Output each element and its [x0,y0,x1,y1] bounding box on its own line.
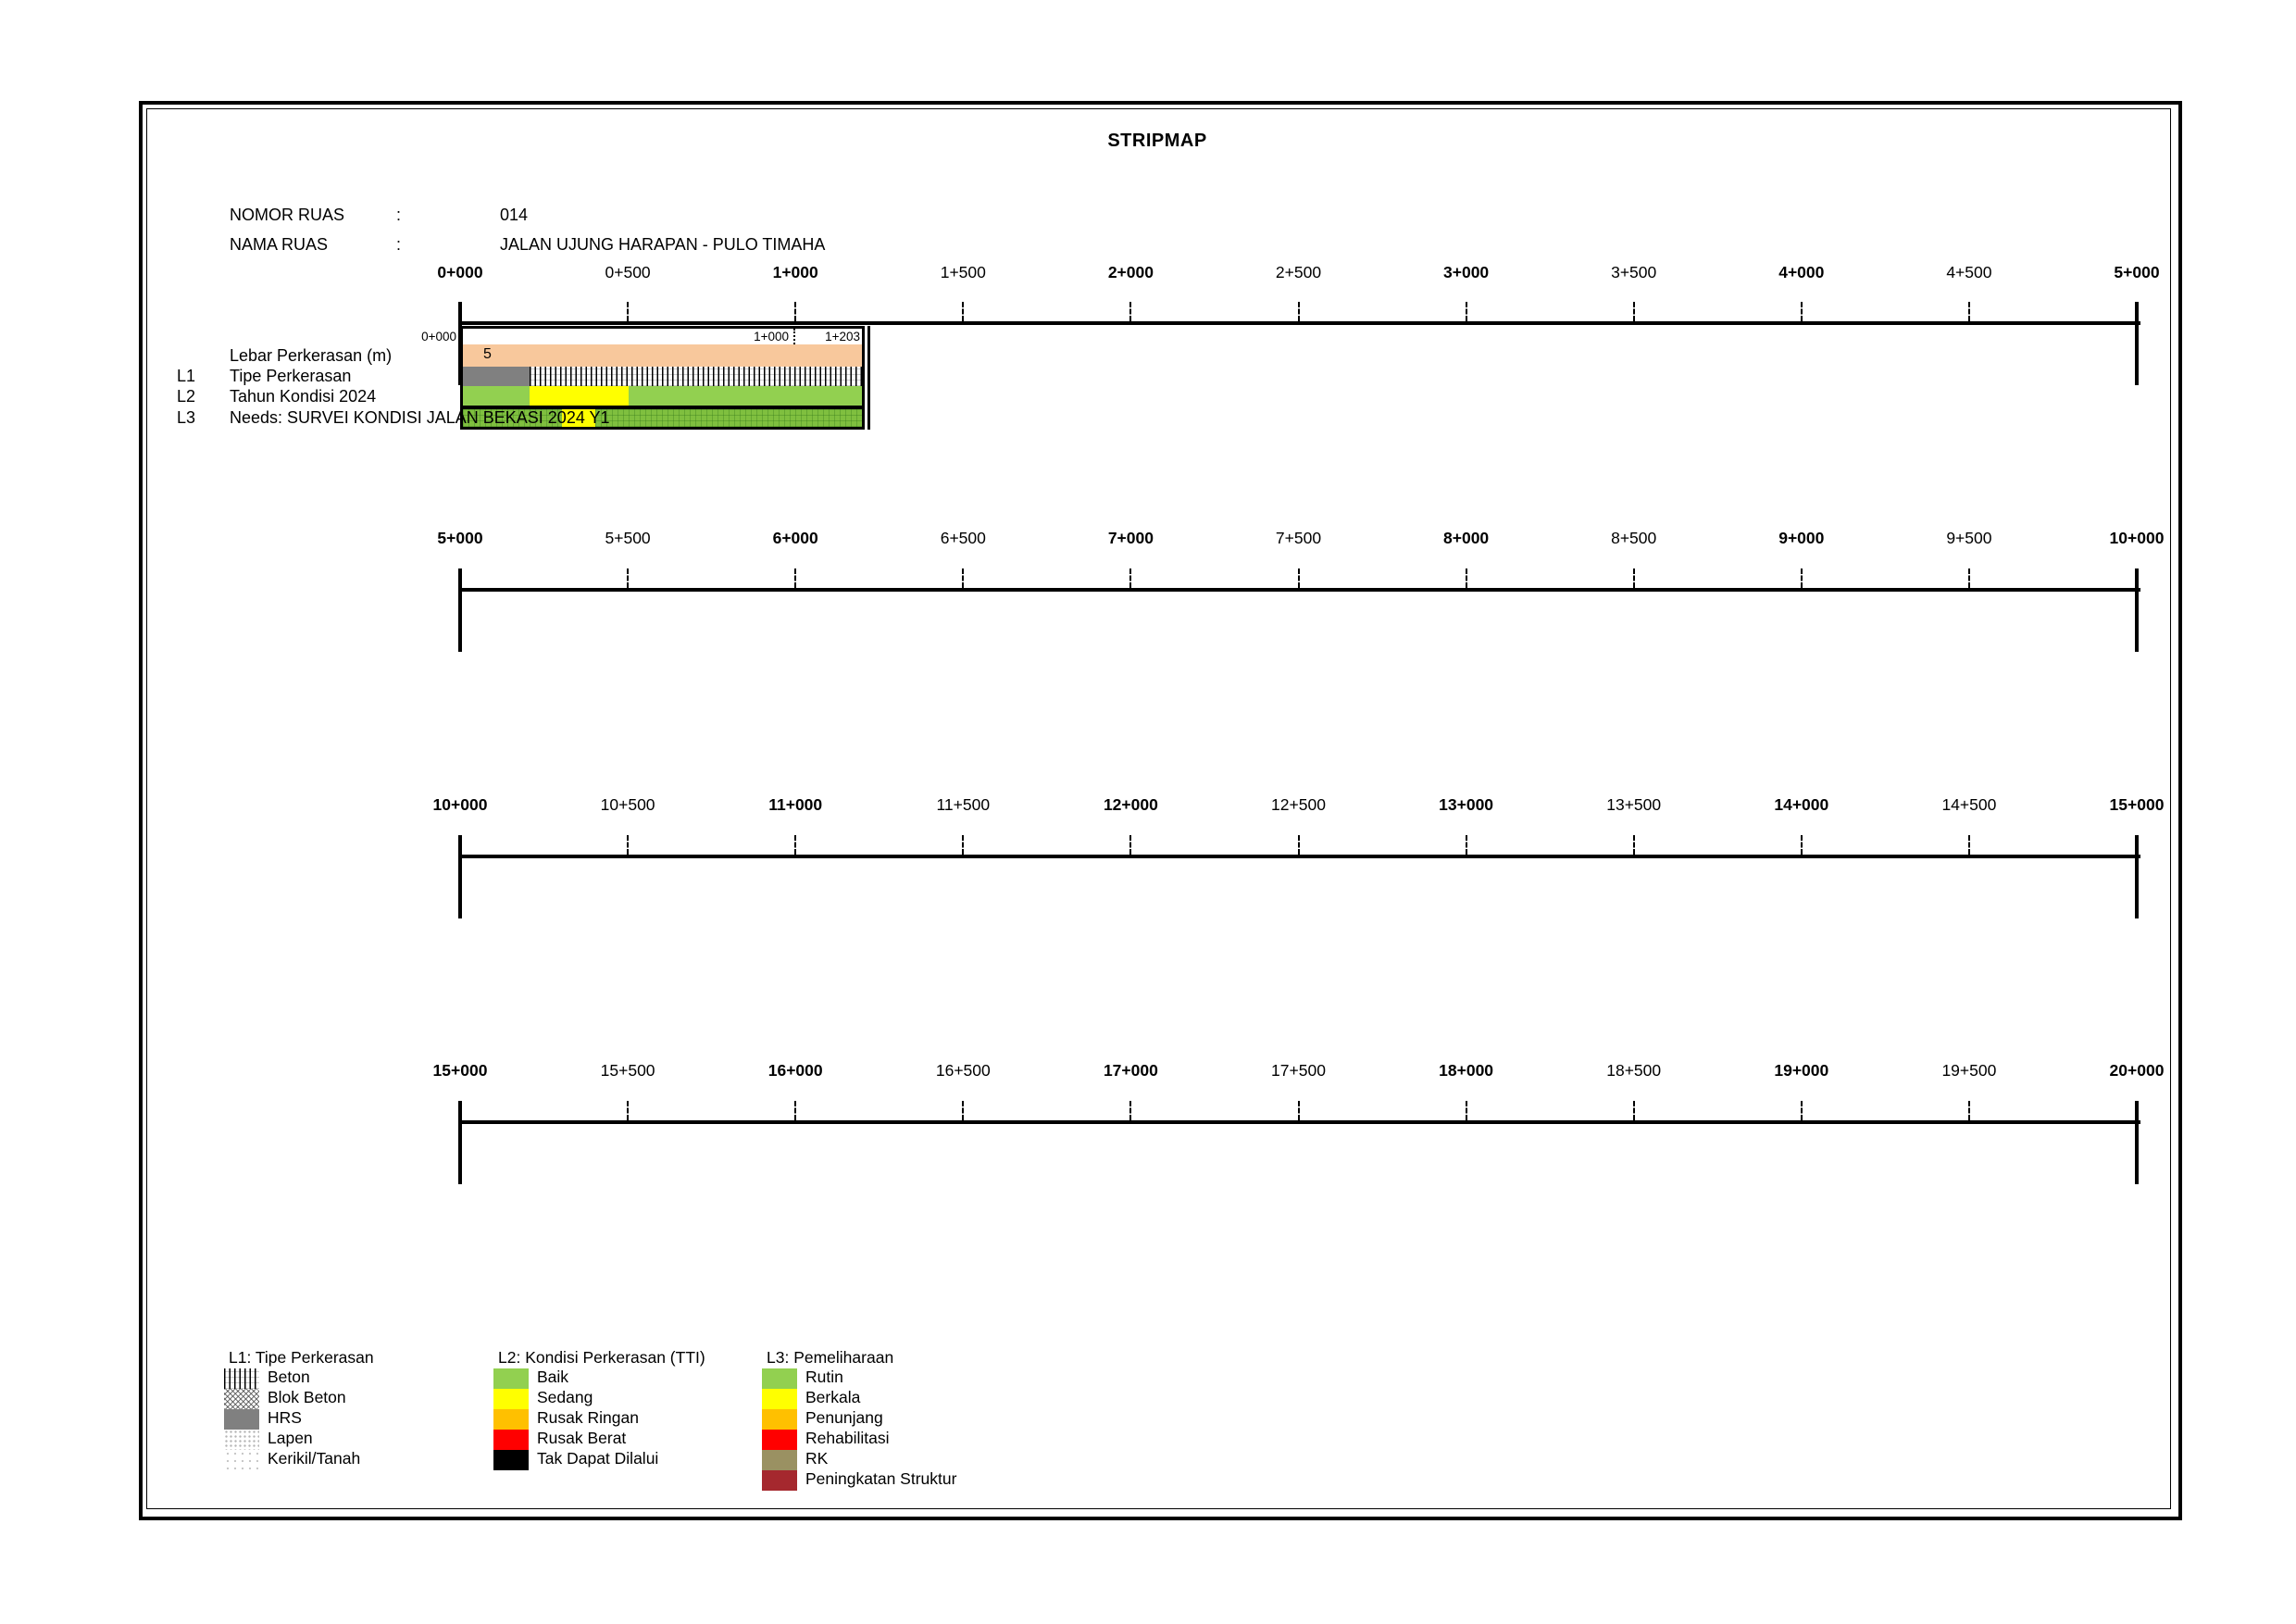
legend-swatch [224,1450,259,1470]
ruler-tick-mark [627,568,629,588]
legend-item-label: RK [805,1449,829,1468]
ruler-end-bar [458,568,462,652]
ruler-end-bar [458,1101,462,1184]
ruler-label: 20+000 [2109,1061,2165,1080]
strip-km-chainage: 1+000 [754,330,789,344]
ruler-label: 5+000 [437,529,483,547]
ruler-tick-mark [1466,835,1467,855]
ruler-label: 10+500 [600,795,655,814]
legend-swatch [762,1450,797,1470]
ruler-tick-mark [1968,568,1970,588]
nomor-ruas-label: NOMOR RUAS [230,206,345,224]
legend-item-label: Peningkatan Struktur [805,1469,957,1488]
ruler-tick-mark [794,835,796,855]
legend-item-label: HRS [268,1408,302,1427]
ruler-tick-mark [1968,835,1970,855]
l2-condition-row [463,386,862,406]
ruler-label: 8+500 [1611,529,1657,547]
legend-swatch [224,1430,259,1450]
ruler-tick-mark [1129,1101,1131,1120]
legend-swatch [493,1368,529,1389]
ruler-tick-mark [794,302,796,321]
ruler-label: 1+500 [940,263,986,281]
ruler-label: 0+000 [437,263,483,281]
strip-chainage-row [463,329,862,344]
ruler-tick-mark [962,568,964,588]
ruler-label: 10+000 [2109,529,2165,547]
width-row-caption: Lebar Perkerasan (m) [230,346,393,365]
nama-ruas-label: NAMA RUAS [230,235,329,254]
km-dotted-line [793,329,795,344]
ruler-label: 9+000 [1778,529,1825,547]
ruler-tick-mark [1801,835,1803,855]
legend-swatch [762,1470,797,1491]
l2-caption: Tahun Kondisi 2024 [230,387,377,406]
ruler-label: 4+500 [1946,263,1992,281]
ruler-label: 19+000 [1774,1061,1829,1080]
ruler-tick-mark [1968,302,1970,321]
ruler-label: 17+500 [1271,1061,1326,1080]
ruler-line [460,321,2140,325]
legend-item-label: Berkala [805,1388,861,1406]
legend-swatch [762,1409,797,1430]
ruler-tick-mark [1633,568,1635,588]
ruler-end-bar [2135,568,2139,652]
ruler-label: 14+500 [1941,795,1997,814]
l3-tag: L3 [177,408,196,427]
ruler-label: 1+000 [772,263,818,281]
legend-item-label: Blok Beton [268,1388,346,1406]
ruler-label: 12+500 [1271,795,1326,814]
l2-tag: L2 [177,387,196,406]
legend-item-label: Rehabilitasi [805,1429,890,1447]
ruler-label: 8+000 [1443,529,1490,547]
nama-ruas-value: JALAN UJUNG HARAPAN - PULO TIMAHA [500,235,826,254]
ruler-label: 4+000 [1778,263,1825,281]
ruler-label: 16+500 [935,1061,991,1080]
legend-item-label: Rusak Berat [537,1429,627,1447]
ruler-tick-mark [1298,835,1300,855]
nama-ruas-colon: : [396,235,402,254]
ruler-label: 11+500 [936,795,991,814]
legend-item-label: Penunjang [805,1408,883,1427]
ruler-tick-mark [1298,302,1300,321]
l1-segment [530,367,862,386]
l1-tag: L1 [177,367,196,385]
ruler-label: 13+500 [1606,795,1662,814]
ruler-tick-mark [627,302,629,321]
width-value: 5 [483,346,492,362]
ruler-tick-mark [1129,835,1131,855]
ruler-tick-mark [1801,302,1803,321]
ruler-tick-mark [1633,835,1635,855]
ruler-tick-mark [962,1101,964,1120]
ruler-tick-mark [1298,568,1300,588]
l3-caption: Needs: SURVEI KONDISI JALAN BEKASI 2024 Y1 [230,408,610,427]
ruler-tick-mark [962,302,964,321]
ruler-label: 15+000 [432,1061,488,1080]
ruler-label: 15+000 [2109,795,2165,814]
nomor-ruas-value: 014 [500,206,529,224]
ruler-label: 12+000 [1103,795,1158,814]
ruler-label: 5+000 [2114,263,2160,281]
ruler-label: 3+000 [1443,263,1490,281]
ruler-tick-mark [1968,1101,1970,1120]
ruler-label: 19+500 [1941,1061,1997,1080]
legend-item-label: Rusak Ringan [537,1408,639,1427]
legend-swatch [493,1409,529,1430]
ruler-tick-mark [1129,568,1131,588]
ruler-end-bar [2135,302,2139,385]
ruler-tick-mark [794,1101,796,1120]
ruler-tick-mark [1129,302,1131,321]
nomor-ruas-colon: : [396,206,402,224]
legend-swatch [762,1430,797,1450]
ruler-tick-mark [794,568,796,588]
l1-segment [463,367,530,386]
legend-section-title: L1: Tipe Perkerasan [229,1348,374,1367]
ruler-label: 2+500 [1275,263,1322,281]
ruler-tick-mark [1801,568,1803,588]
ruler-label: 6+500 [940,529,986,547]
l2-segment [629,386,862,406]
ruler-label: 2+000 [1107,263,1154,281]
ruler-label: 18+500 [1606,1061,1662,1080]
ruler-label: 17+000 [1103,1061,1158,1080]
ruler-tick-mark [627,835,629,855]
ruler-label: 16+000 [767,1061,823,1080]
ruler-end-bar [2135,835,2139,918]
l1-pavement-type-row [463,367,862,386]
ruler-tick-mark [627,1101,629,1120]
page-title: STRIPMAP [1107,131,1207,151]
ruler-label: 10+000 [432,795,488,814]
legend-section-title: L3: Pemeliharaan [767,1348,894,1367]
ruler-line [460,588,2140,592]
ruler-tick-mark [1801,1101,1803,1120]
legend-swatch [762,1368,797,1389]
legend-swatch [224,1389,259,1409]
l2-segment [463,386,530,406]
ruler-label: 6+000 [772,529,818,547]
legend-swatch [493,1450,529,1470]
legend-swatch [224,1368,259,1389]
strip-start-chainage: 0+000 [421,330,456,344]
legend-item-label: Baik [537,1368,569,1386]
ruler-label: 13+000 [1439,795,1494,814]
legend-swatch [762,1389,797,1409]
ruler-tick-mark [1298,1101,1300,1120]
ruler-label: 15+500 [600,1061,655,1080]
ruler-line [460,855,2140,858]
legend-swatch [493,1389,529,1409]
ruler-label: 7+500 [1275,529,1322,547]
strip-end-chainage: 1+203 [825,330,860,344]
legend-section-title: L2: Kondisi Perkerasan (TTI) [498,1348,705,1367]
l3-segment [595,409,862,427]
ruler-end-bar [2135,1101,2139,1184]
ruler-label: 7+000 [1107,529,1154,547]
ruler-tick-mark [1633,302,1635,321]
ruler-label: 5+500 [605,529,651,547]
width-row [463,344,862,367]
l1-caption: Tipe Perkerasan [230,367,352,385]
legend-item-label: Beton [268,1368,310,1386]
ruler-label: 11+000 [768,795,823,814]
legend-item-label: Kerikil/Tanah [268,1449,361,1468]
ruler-label: 14+000 [1774,795,1829,814]
legend-item-label: Tak Dapat Dilalui [537,1449,659,1468]
legend-item-label: Sedang [537,1388,593,1406]
ruler-label: 0+500 [605,263,651,281]
strip-end-border [867,326,870,430]
ruler-line [460,1120,2140,1124]
ruler-label: 3+500 [1611,263,1657,281]
ruler-tick-mark [962,835,964,855]
ruler-end-bar [458,835,462,918]
ruler-tick-mark [1633,1101,1635,1120]
ruler-tick-mark [1466,1101,1467,1120]
legend-item-label: Rutin [805,1368,843,1386]
ruler-label: 9+500 [1946,529,1992,547]
ruler-tick-mark [1466,568,1467,588]
legend-item-label: Lapen [268,1429,313,1447]
ruler-tick-mark [1466,302,1467,321]
l2-segment [530,386,629,406]
legend-swatch [493,1430,529,1450]
ruler-label: 18+000 [1439,1061,1494,1080]
legend-swatch [224,1409,259,1430]
